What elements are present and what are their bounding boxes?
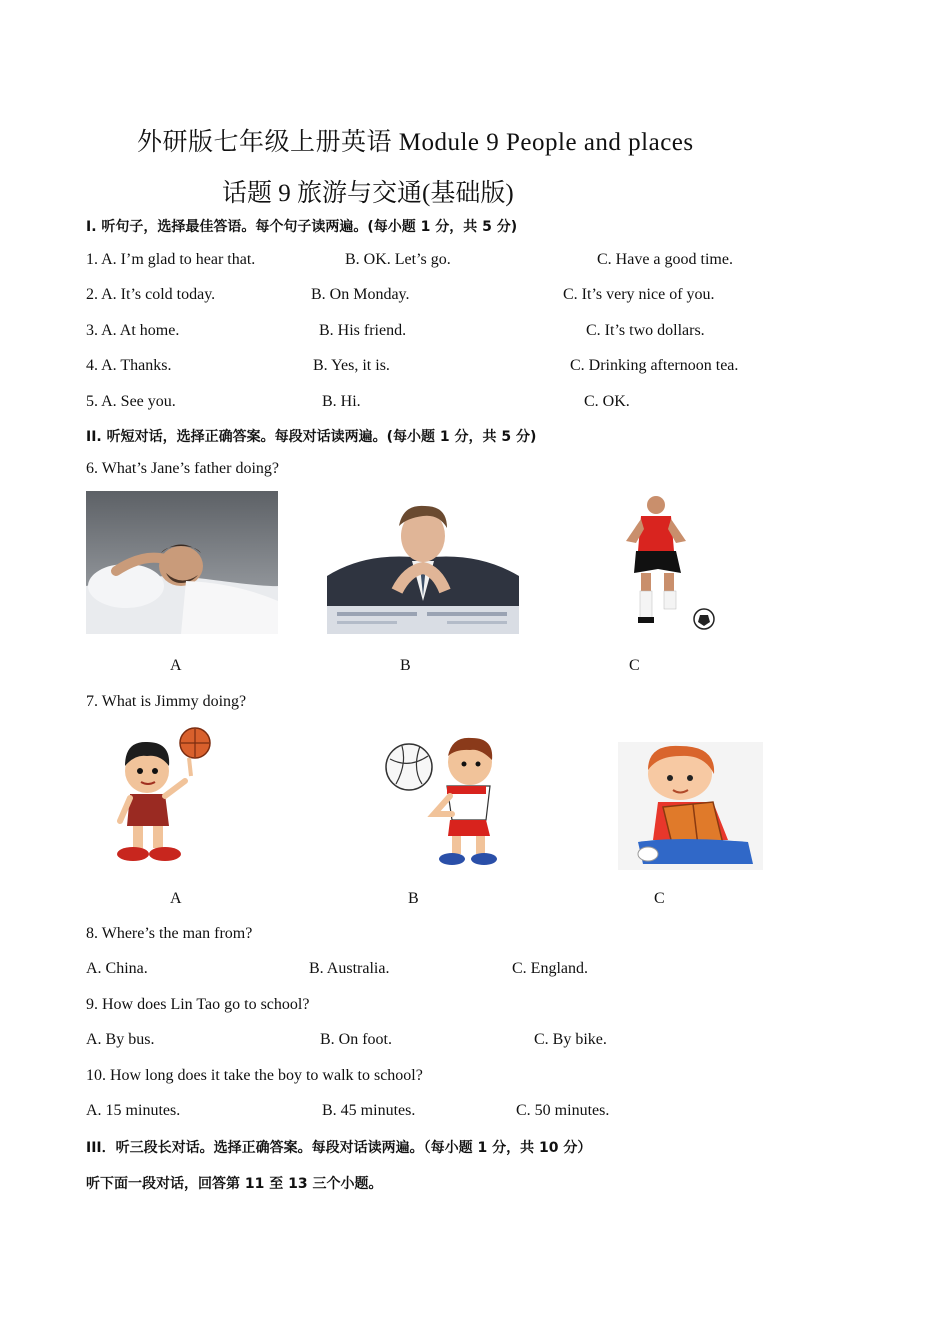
q9-option-b: B. On foot. xyxy=(320,1031,392,1048)
q6-image-b-thinking-businessman xyxy=(327,496,519,634)
q7-text: 7. What is Jimmy doing? xyxy=(86,693,247,710)
q8-option-a: A. China. xyxy=(86,960,148,977)
q9-option-a: A. By bus. xyxy=(86,1031,155,1048)
q9-text: 9. How does Lin Tao go to school? xyxy=(86,996,310,1013)
q10-text: 10. How long does it take the boy to walk to school? xyxy=(86,1067,423,1084)
q5-option-a: 5. A. See you. xyxy=(86,393,176,410)
q6-text: 6. What’s Jane’s father doing? xyxy=(86,460,279,477)
q4-option-c: C. Drinking afternoon tea. xyxy=(570,357,739,374)
title-line-1: 外研版七年级上册英语 Module 9 People and places xyxy=(137,129,694,156)
q7-image-b-volleyball-boy xyxy=(382,734,510,868)
q6-label-c: C xyxy=(629,657,640,674)
q8-option-c: C. England. xyxy=(512,960,588,977)
section-1-heading: I. 听句子，选择最佳答语。每个句子读两遍。(每小题 1 分，共 5 分) xyxy=(86,219,518,235)
q10-option-b: B. 45 minutes. xyxy=(322,1102,416,1119)
q1-option-a: 1. A. I’m glad to hear that. xyxy=(86,251,256,268)
q10-option-c: C. 50 minutes. xyxy=(516,1102,610,1119)
q10-option-a: A. 15 minutes. xyxy=(86,1102,181,1119)
q8-option-b: B. Australia. xyxy=(309,960,390,977)
q5-option-b: B. Hi. xyxy=(322,393,361,410)
q7-label-c: C xyxy=(654,890,665,907)
q1-option-b: B. OK. Let’s go. xyxy=(345,251,451,268)
section-3-subheading: 听下面一段对话，回答第 11 至 13 三个小题。 xyxy=(86,1176,383,1192)
q2-option-a: 2. A. It’s cold today. xyxy=(86,286,216,303)
q7-label-b: B xyxy=(408,890,419,907)
q3-option-b: B. His friend. xyxy=(319,322,407,339)
q9-option-c: C. By bike. xyxy=(534,1031,607,1048)
q7-image-a-basketball-boy xyxy=(105,726,215,866)
q2-option-b: B. On Monday. xyxy=(311,286,410,303)
q2-option-c: C. It’s very nice of you. xyxy=(563,286,715,303)
q6-image-a-sleeping-man xyxy=(86,491,278,634)
q6-label-a: A xyxy=(170,657,182,674)
q7-label-a: A xyxy=(170,890,182,907)
section-3-heading: III．听三段长对话。选择正确答案。每段对话读两遍。（每小题 1 分，共 10 分） xyxy=(86,1140,592,1156)
q3-option-c: C. It’s two dollars. xyxy=(586,322,705,339)
q4-option-b: B. Yes, it is. xyxy=(313,357,390,374)
q6-label-b: B xyxy=(400,657,411,674)
q5-option-c: C. OK. xyxy=(584,393,630,410)
q1-option-c: C. Have a good time. xyxy=(597,251,733,268)
section-2-heading: II. 听短对话，选择正确答案。每段对话读两遍。(每小题 1 分，共 5 分) xyxy=(86,429,537,445)
q3-option-a: 3. A. At home. xyxy=(86,322,180,339)
q8-text: 8. Where’s the man from? xyxy=(86,925,253,942)
title-line-2: 话题 9 旅游与交通(基础版) xyxy=(222,180,514,207)
q6-image-c-soccer-player xyxy=(586,491,751,634)
q7-image-c-reading-boy xyxy=(618,742,763,870)
q4-option-a: 4. A. Thanks. xyxy=(86,357,172,374)
